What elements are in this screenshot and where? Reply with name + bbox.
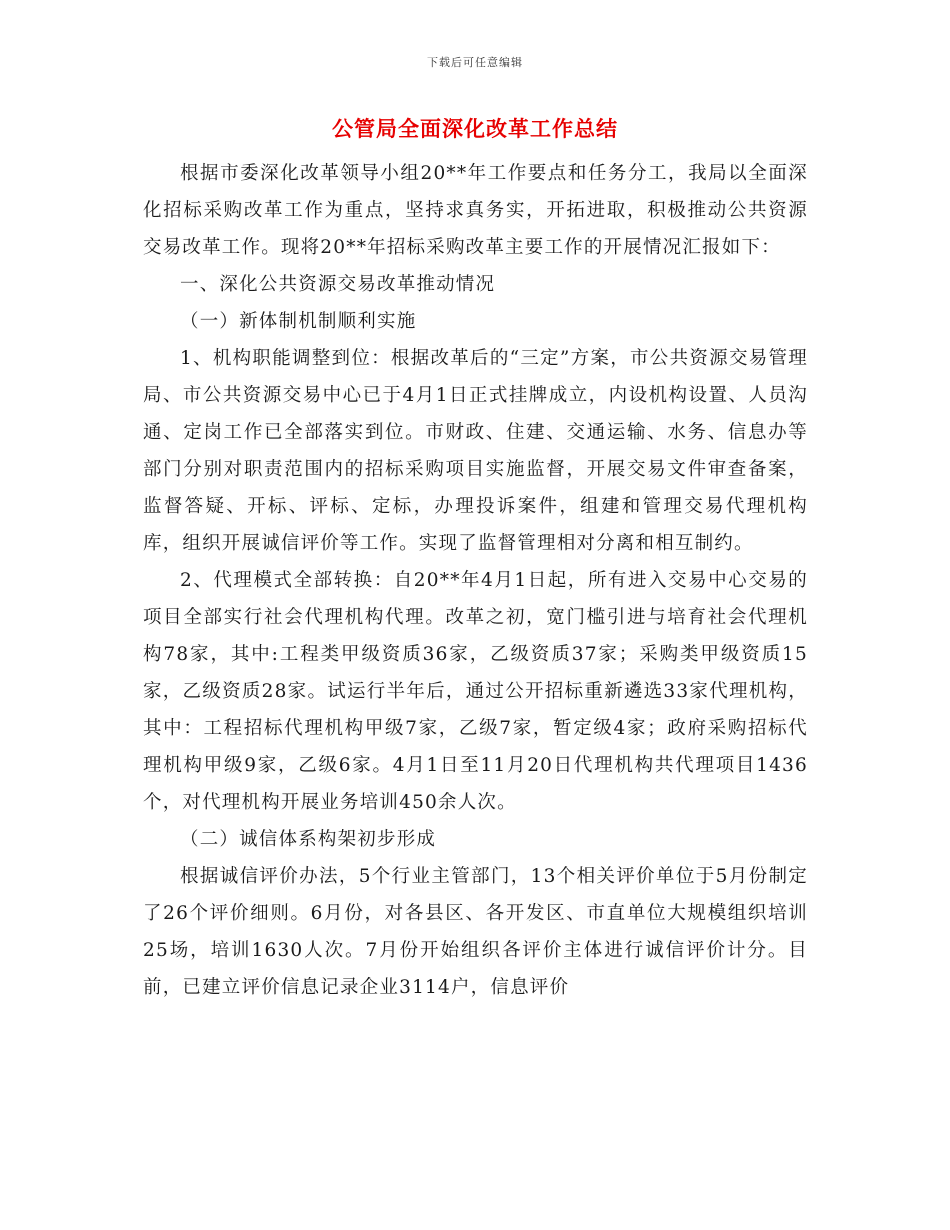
body-paragraph: 1、机构职能调整到位：根据改革后的“三定”方案，市公共资源交易管理局、市公共资源交易中心已于4月1日正式挂牌成立，内设机构设置、人员沟通、定岗工作已全部落实到位。市财政、住建、交通运输、水务、信息办等部门分别对职责范围内的招标采购项目实施监督，开展交易文件审查备案，监督答疑、开标、评标、定标，办理投诉案件，组建和管理交易代理机构库，组织开展诚信评价等工作。实现了监督管理相对分离和相互制约。 (143, 348, 808, 554)
document-title: 公管局全面深化改革工作总结 (332, 116, 618, 141)
subsection-heading-1: （一）新体制机制顺利实施 (180, 311, 417, 332)
intro-paragraph: 根据市委深化改革领导小组20**年工作要点和任务分工，我局以全面深化招标采购改革工作为重点，坚持求真务实，开拓进取，积极推动公共资源交易改革工作。现将20**年招标采购改革主要工作的开展情况汇报如下： (143, 163, 808, 258)
subsection-heading-2: （二）诚信体系构架初步形成 (180, 829, 437, 850)
document-body (143, 155, 808, 1006)
body-paragraph: 2、代理模式全部转换：自20**年4月1日起，所有进入交易中心交易的项目全部实行社会代理机构代理。改革之初，宽门槛引进与培育社会代理机构78家，其中:工程类甲级资质36家，乙级资质37家；采购类甲级资质15家，乙级资质28家。试运行半年后，通过公开招标重新遴选33家代理机构，其中：工程招标代理机构甲级7家，乙级7家，暂定级4家；政府采购招标代理机构甲级9家，乙级6家。4月1日至11月20日代理机构共代理项目1436个，对代理机构开展业务培训450余人次。 (143, 570, 808, 813)
section-heading-1: 一、深化公共资源交易改革推动情况 (180, 274, 496, 295)
download-note: 下载后可任意编辑 (427, 56, 523, 69)
body-paragraph: 根据诚信评价办法，5个行业主管部门，13个相关评价单位于5月份制定了26个评价细则。6月份，对各县区、各开发区、市直单位大规模组织培训25场，培训1630人次。7月份开始组织各评价主体进行诚信评价计分。目前，已建立评价信息记录企业3114户，信息评价 (143, 866, 808, 998)
